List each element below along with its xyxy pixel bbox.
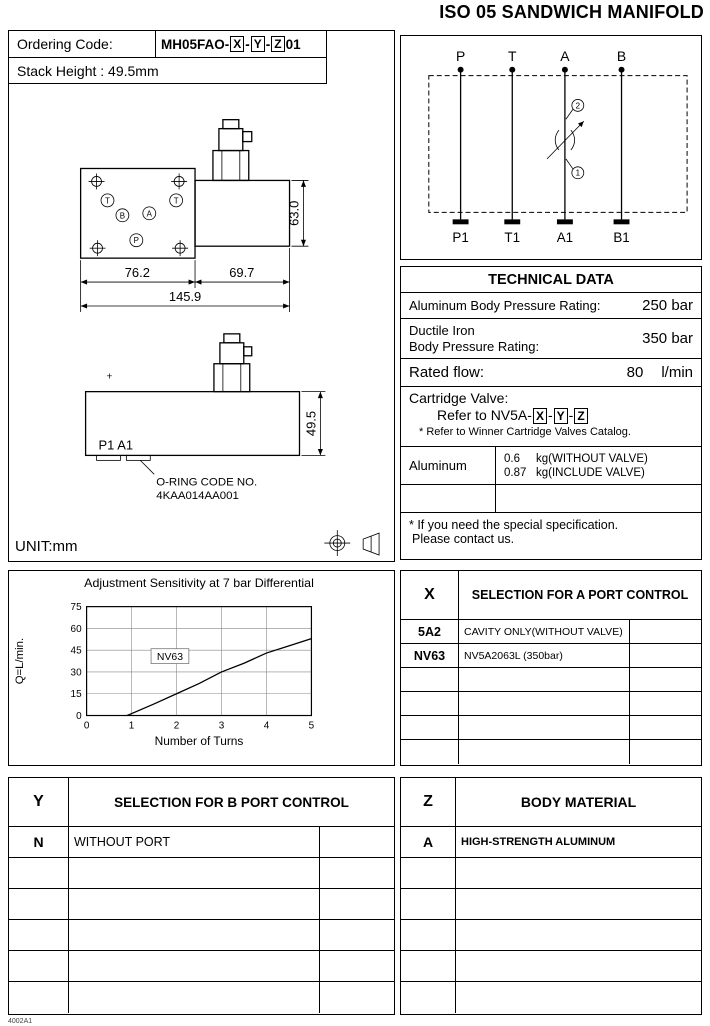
weight-material: Aluminum	[401, 447, 496, 485]
svg-text:30: 30	[70, 667, 82, 679]
svg-text:1: 1	[128, 720, 135, 732]
table-row-empty	[401, 920, 701, 951]
svg-text:0: 0	[76, 710, 82, 722]
port-circles	[101, 194, 183, 247]
y-code-header: Y	[9, 778, 69, 826]
svg-text:Adjustment Sensitivity at 7 ba: Adjustment Sensitivity at 7 bar Differential	[84, 575, 314, 590]
code-z-box: Z	[271, 36, 284, 52]
svg-text:45: 45	[70, 645, 82, 657]
svg-text:Q=L/min.: Q=L/min.	[13, 637, 26, 685]
valve-mark-1: 1	[575, 168, 581, 178]
rated-flow-value: 80	[626, 364, 644, 381]
weight-table	[401, 447, 701, 513]
svg-text:0: 0	[83, 720, 90, 732]
table-row-empty	[9, 951, 394, 982]
table-row-empty	[401, 858, 701, 889]
table-row-empty	[401, 889, 701, 920]
dim-49-5: 49.5	[303, 410, 319, 437]
code-suffix: 01	[285, 36, 301, 52]
aluminum-pressure-value: 250 bar	[642, 297, 693, 314]
dim-76-2: 76.2	[124, 265, 150, 281]
hydraulic-schematic-panel	[400, 35, 702, 260]
table-row-empty	[9, 920, 394, 951]
code-sep2: -	[265, 36, 271, 52]
dim-69-7: 69.7	[229, 265, 255, 281]
svg-text:Number of Turns: Number of Turns	[154, 734, 244, 749]
cartridge-refer-line: Refer to NV5A- X - Y - Z	[409, 407, 693, 424]
schematic-port-T: T	[508, 47, 517, 64]
svg-text:4: 4	[263, 720, 270, 732]
schematic-port-P: P	[455, 47, 466, 64]
valve-mark-2: 2	[575, 101, 581, 111]
table-row-empty	[401, 716, 701, 740]
hydraulic-schematic	[401, 36, 701, 259]
table-row: N WITHOUT PORT	[9, 827, 394, 858]
technical-data-title: TECHNICAL DATA	[401, 267, 701, 293]
manifold-boundary-box	[429, 76, 687, 213]
oring-code-number: 4KAA014AA001	[156, 490, 239, 503]
table-row-empty	[9, 889, 394, 920]
page-title: ISO 05 SANDWICH MANIFOLD	[439, 2, 704, 22]
z-selection-table	[400, 777, 702, 1015]
table-row-empty	[401, 951, 701, 982]
z-title-header: BODY MATERIAL	[520, 794, 637, 810]
cartridge-z-box: Z	[574, 408, 587, 424]
projection-symbol-icon	[324, 530, 379, 556]
adjustment-sensitivity-chart	[9, 571, 394, 765]
code-prefix: MH05FAO-	[161, 36, 230, 52]
schematic-port-B: B	[616, 47, 627, 64]
port-P-label: P	[133, 236, 139, 246]
code-sep1: -	[245, 36, 250, 52]
table-row: 5A2 CAVITY ONLY(WITHOUT VALVE)	[401, 620, 701, 644]
svg-text:2: 2	[173, 720, 180, 732]
table-row-empty	[401, 740, 701, 764]
aluminum-pressure-label: Aluminum Body Pressure Rating:	[409, 298, 601, 313]
table-row-empty	[401, 692, 701, 716]
x-selection-table	[400, 570, 702, 766]
svg-text:5: 5	[308, 720, 315, 732]
weight-empty-material	[401, 485, 496, 512]
ordering-code-box	[9, 31, 327, 84]
schematic-port-A: A	[560, 47, 570, 64]
y-title-header: SELECTION FOR B PORT CONTROL	[114, 794, 349, 810]
port-T1-label: T	[105, 196, 110, 206]
port-A-label: A	[146, 209, 152, 219]
ductile-iron-pressure-value: 350 bar	[642, 330, 693, 347]
oring-code-label: O-RING CODE NO.	[156, 476, 258, 489]
cartridge-x-box: X	[533, 408, 547, 424]
table-row-empty	[9, 858, 394, 889]
schematic-port-T1: T1	[504, 230, 521, 246]
weight-empty-values	[496, 485, 701, 512]
z-code-header: Z	[401, 778, 456, 826]
svg-text:15: 15	[70, 689, 82, 701]
table-row: A HIGH-STRENGTH ALUMINUM	[401, 827, 701, 858]
cartridge-valve-label: Cartridge Valve:	[409, 390, 509, 406]
technical-data-panel	[400, 266, 702, 560]
table-row-empty	[401, 668, 701, 692]
svg-text:3: 3	[218, 720, 225, 732]
plus-mark: +	[106, 371, 113, 383]
dim-145-9: 145.9	[168, 288, 202, 304]
svg-text:75: 75	[70, 602, 82, 614]
port-T2-label: T	[173, 196, 179, 206]
svg-text:60: 60	[70, 623, 82, 635]
x-code-header: X	[401, 571, 459, 619]
side-dimensions	[301, 392, 325, 456]
adjustment-chart-panel	[8, 570, 395, 766]
code-y-box: Y	[251, 36, 265, 52]
document-number: 4002A1	[8, 1018, 33, 1025]
table-row: NV63 NV5A2063L (350bar)	[401, 644, 701, 668]
dim-63-0: 63.0	[286, 200, 302, 226]
cartridge-catalog-note: * Refer to Winner Cartridge Valves Catalog.	[419, 426, 631, 438]
side-port-labels: P1 A1	[98, 437, 134, 453]
cartridge-valve-section	[401, 387, 701, 447]
schematic-port-B1: B1	[613, 230, 630, 246]
code-x-box: X	[230, 36, 244, 52]
ductile-iron-pressure-label: Ductile Iron Body Pressure Rating:	[409, 322, 540, 354]
ordering-code-value	[155, 31, 326, 57]
face-view	[81, 120, 309, 312]
port-B-label: B	[119, 211, 126, 221]
special-spec-note: * If you need the special specification. Please contact us.	[409, 518, 619, 546]
y-selection-table	[8, 777, 395, 1015]
manifold-technical-drawing	[9, 31, 394, 561]
svg-text:NV63: NV63	[156, 652, 184, 664]
table-row-empty	[9, 982, 394, 1013]
schematic-port-P1: P1	[452, 230, 469, 246]
x-title-header: SELECTION FOR A PORT CONTROL	[471, 588, 689, 602]
stack-height-label: Stack Height : 49.5mm	[9, 57, 326, 83]
rated-flow-unit: l/min	[661, 364, 693, 381]
rated-flow-label: Rated flow:	[409, 364, 485, 381]
ordering-code-label: Ordering Code:	[17, 36, 113, 52]
side-view	[86, 334, 326, 502]
weight-values: 0.6 kg(WITHOUT VALVE) 0.87 kg(INCLUDE VALVE)	[496, 447, 701, 485]
schematic-port-A1: A1	[556, 230, 574, 246]
drawing-panel	[8, 30, 395, 562]
unit-label: UNIT:mm	[15, 538, 78, 555]
cartridge-y-box: Y	[554, 408, 568, 424]
table-row-empty	[401, 982, 701, 1013]
